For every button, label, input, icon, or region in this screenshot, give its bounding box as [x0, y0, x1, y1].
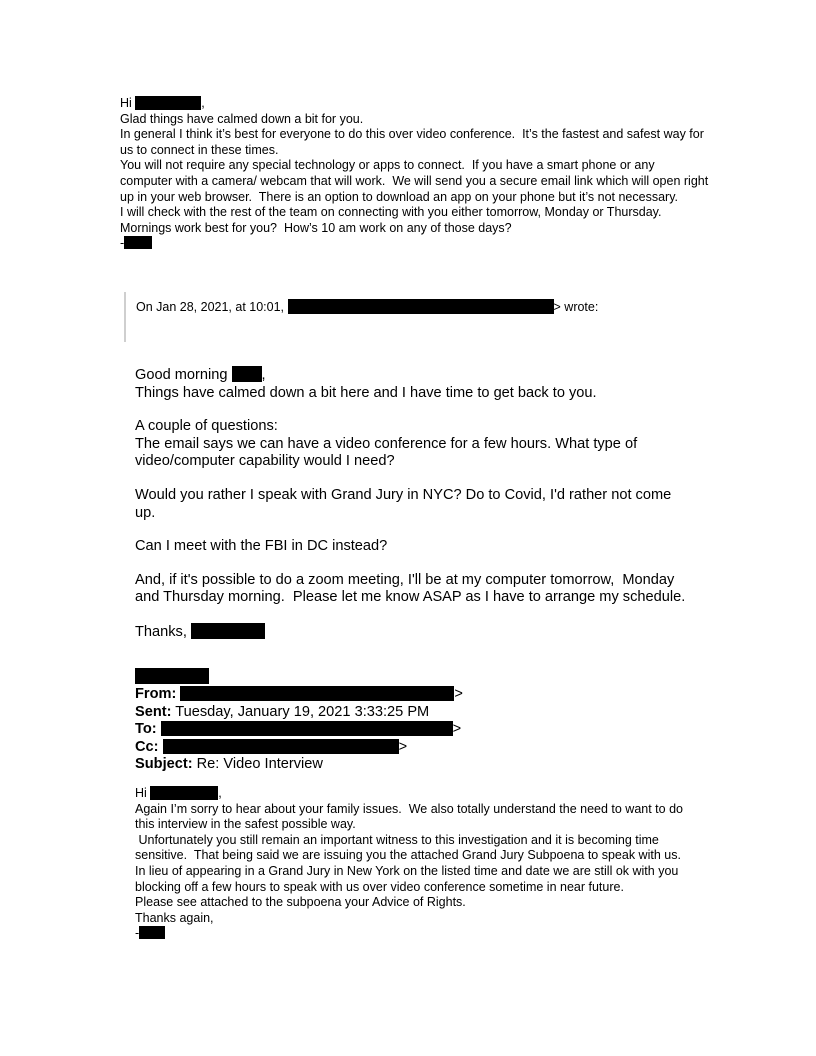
original-email-header [135, 668, 463, 773]
message-line: You will not require any special technology or apps to connect. If you have a smart phone or any computer with a camera/ webcam that will work. We will send you a secure email link which will open right up in your web browser. There is an option to download an app on your phone but it’s not necessary. [120, 158, 712, 204]
redacted-signature [191, 623, 265, 639]
message-line: Please see attached to the subpoena your Advice of Rights. [135, 895, 466, 910]
redacted-to-address [161, 721, 453, 736]
to-suffix: > [452, 721, 462, 738]
message-line: I will check with the rest of the team on connecting with you either tomorrow, Monday or Thursday. Mornings work best for you? How’s 10 am work on any of those days? [120, 205, 669, 235]
message-line: Glad things have calmed down a bit for you. [120, 111, 364, 126]
greeting-text: Hi [135, 786, 147, 800]
greeting-line [135, 786, 695, 802]
redacted-name [150, 786, 218, 800]
redacted-signature [124, 236, 152, 249]
cc-label: Cc: [135, 738, 159, 755]
reply-paragraph: Would you rather I speak with Grand Jury in NYC? Do to Covid, I'd rather not come up. [135, 486, 676, 521]
message-line: The email says we can have a video conference for a few hours. What type of video/computer capability would I need? [135, 435, 642, 470]
reply-closing [135, 623, 695, 642]
reply-message-body [135, 366, 695, 658]
signature-dash: - [135, 926, 140, 941]
greeting-comma: , [201, 96, 205, 110]
subject-label: Subject: [135, 756, 193, 773]
quoted-header [136, 299, 598, 315]
subject-value: Re: Video Interview [196, 756, 323, 773]
reply-paragraph [135, 418, 695, 471]
redacted-name [135, 96, 201, 110]
greeting-comma: , [261, 367, 266, 383]
reply-paragraph: And, if it's possible to do a zoom meeting, I'll be at my computer tomorrow, Monday and Thursday morning. Please let me know ASAP as I have to arrange my schedule. [135, 571, 686, 606]
sent-line [135, 704, 463, 721]
message-line: Things have calmed down a bit here and I have time to get back to you. [135, 384, 597, 401]
closing-text: Thanks, [135, 623, 187, 640]
greeting-line [120, 96, 710, 112]
redacted-name [232, 366, 262, 382]
message-line: In general I think it’s best for everyone to do this over video conference. It’s the fastest and safest way for us to connect in these times. [120, 127, 708, 157]
to-label: To: [135, 721, 157, 738]
subject-line [135, 756, 463, 773]
redacted-cc-address [163, 739, 399, 754]
sent-label: Sent: [135, 703, 172, 720]
redacted-sender-name-line [135, 668, 463, 686]
signature-line [120, 236, 710, 252]
sent-value: Tuesday, January 19, 2021 3:33:25 PM [175, 703, 430, 720]
reply-paragraph: Can I meet with the FBI in DC instead? [135, 538, 388, 555]
original-message-body [135, 786, 695, 942]
latest-message-body [120, 96, 710, 252]
redacted-signature [139, 926, 165, 939]
redacted-sender [288, 299, 554, 314]
redacted-from-address [180, 686, 454, 701]
greeting-text: Hi [120, 96, 132, 110]
quote-bar [124, 292, 126, 342]
redacted-name [135, 668, 209, 684]
reply-paragraph [135, 366, 695, 402]
from-line [135, 686, 463, 703]
to-line [135, 721, 463, 738]
signature-dash: - [120, 236, 125, 251]
from-suffix: > [454, 686, 463, 703]
from-label: From: [135, 686, 177, 703]
quoted-header-prefix: On Jan 28, 2021, at 10:01, [136, 300, 285, 314]
greeting-comma: , [218, 786, 222, 800]
message-line: A couple of questions: [135, 418, 278, 435]
cc-line [135, 739, 463, 756]
closing-line: Thanks again, [135, 910, 214, 925]
cc-suffix: > [398, 738, 408, 755]
message-line: Again I’m sorry to hear about your family issues. We also totally understand the need to want to do this interview in the safest possible way. [135, 801, 687, 832]
quoted-header-suffix: > wrote: [553, 300, 599, 314]
greeting-text: Good morning [135, 367, 228, 383]
signature-line [135, 926, 695, 942]
message-line: Unfortunately you still remain an important witness to this investigation and it is becoming time sensitive. That being said we are issuing you the attached Grand Jury Subpoena to speak with us. In lieu of appearing in a Grand Jury in New York on the listed time and date we are still ok with you blocking off a few hours to speak with us over video conference sometime in near future. [135, 832, 688, 894]
